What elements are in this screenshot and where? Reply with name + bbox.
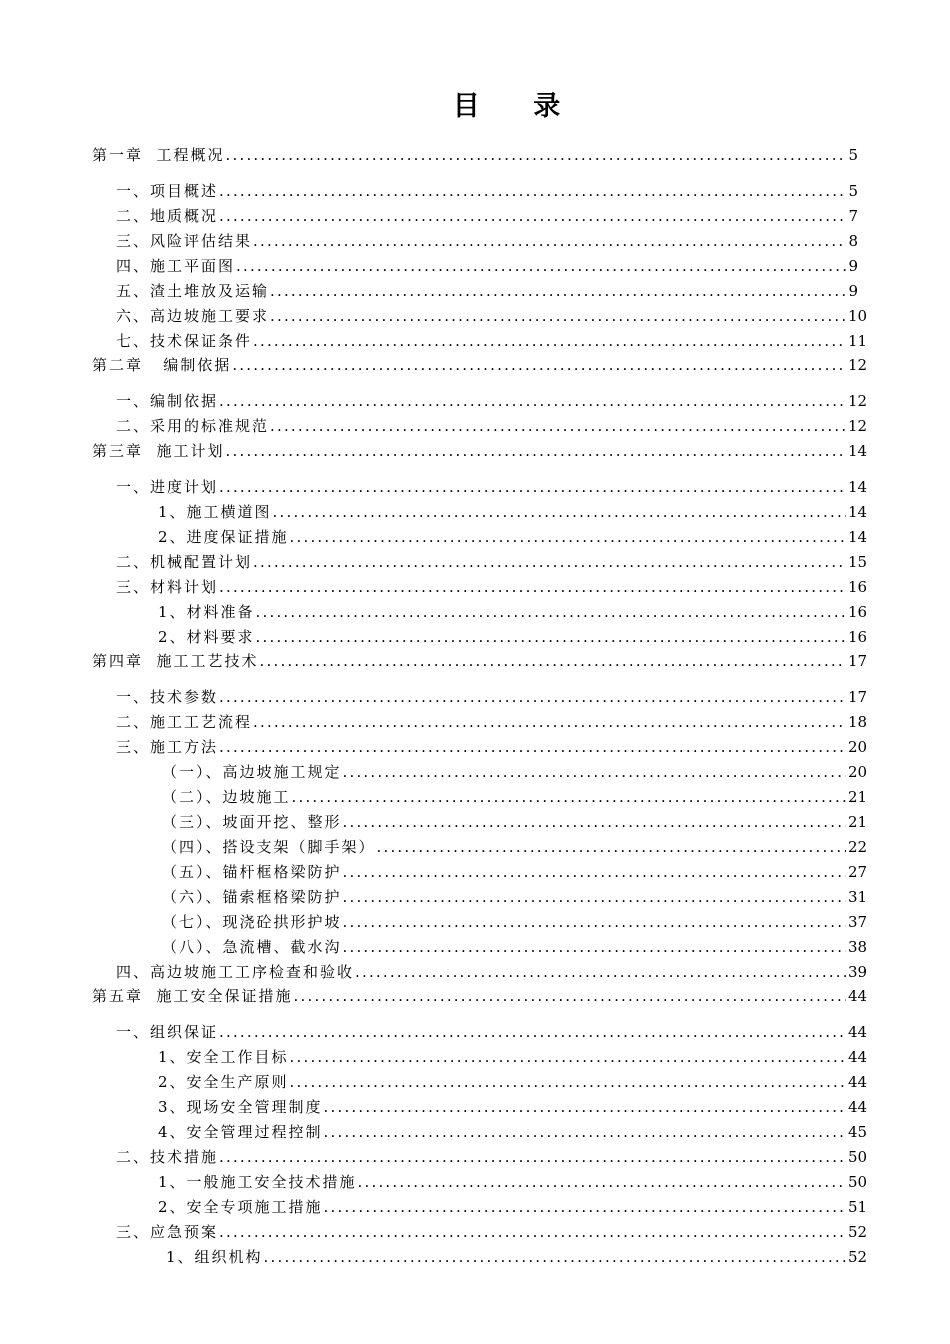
toc-dot-leader — [290, 526, 846, 548]
toc-entry-title: 第一章 工程概况 — [92, 146, 225, 164]
toc-page-number: 44 — [848, 1023, 868, 1041]
toc-dot-leader — [264, 1246, 846, 1268]
toc-entry-title: 第二章 编制依据 — [92, 356, 232, 374]
toc-entry-paren[interactable] — [0, 886, 950, 908]
toc-page-number: 9 — [848, 257, 858, 275]
toc-page-number: 14 — [848, 503, 868, 521]
toc-page-number: 44 — [848, 1073, 868, 1091]
toc-entry-title: 2、进度保证措施 — [158, 528, 289, 546]
toc-entry-section[interactable] — [0, 330, 950, 352]
toc-entry-section[interactable] — [0, 711, 950, 733]
toc-entry-section[interactable] — [0, 1146, 950, 1168]
toc-dot-leader — [270, 305, 846, 327]
toc-entry-line — [116, 1221, 868, 1243]
toc-entry-title: 2、材料要求 — [158, 628, 255, 646]
toc-dot-leader — [343, 911, 846, 933]
toc-entry-section[interactable] — [0, 1221, 950, 1243]
toc-dot-leader — [219, 1146, 846, 1168]
toc-entry-line — [116, 280, 858, 302]
toc-dot-leader — [253, 330, 846, 352]
toc-entry-line — [158, 1046, 868, 1068]
toc-page-number: 12 — [848, 392, 868, 410]
toc-dot-leader — [343, 936, 846, 958]
toc-page-number: 22 — [848, 838, 868, 856]
toc-page-number: 15 — [848, 553, 868, 571]
toc-entry-chapter[interactable] — [0, 354, 950, 376]
toc-dot-leader — [219, 205, 846, 227]
toc-entry-paren[interactable] — [0, 936, 950, 958]
toc-entry-title: 1、施工横道图 — [158, 503, 272, 521]
toc-dot-leader — [226, 440, 846, 462]
toc-entry-line — [162, 786, 868, 808]
toc-page-number: 5 — [848, 182, 858, 200]
toc-page-number: 44 — [848, 1048, 868, 1066]
toc-entry-sub[interactable] — [0, 1196, 950, 1218]
toc-dot-leader — [343, 886, 846, 908]
toc-dot-leader — [270, 280, 846, 302]
toc-dot-leader — [219, 476, 846, 498]
toc-entry-title: 第四章 施工工艺技术 — [92, 652, 259, 670]
toc-entry-paren[interactable] — [0, 836, 950, 858]
toc-entry-line — [116, 230, 858, 252]
toc-entry-title: 第三章 施工计划 — [92, 442, 225, 460]
toc-page-number: 16 — [848, 578, 868, 596]
toc-page-number: 17 — [848, 652, 868, 670]
toc-entry-line — [92, 650, 868, 672]
toc-entry-title: 三、施工方法 — [116, 738, 219, 756]
toc-page-number: 8 — [848, 232, 858, 250]
toc-entry-title: 六、高边坡施工要求 — [116, 307, 270, 325]
toc-entry-section[interactable] — [0, 1021, 950, 1043]
toc-entry-line — [92, 144, 858, 166]
toc-entry-sub[interactable] — [0, 601, 950, 623]
toc-entry-title: 四、高边坡施工工序检查和验收 — [116, 963, 355, 981]
toc-page-number: 21 — [848, 813, 868, 831]
toc-entry-line — [116, 736, 868, 758]
toc-page-number: 52 — [848, 1223, 868, 1241]
toc-entry-title: 二、技术措施 — [116, 1148, 219, 1166]
toc-page-number: 31 — [848, 888, 868, 906]
toc-dot-leader — [355, 961, 846, 983]
toc-dot-leader — [343, 861, 846, 883]
toc-entry-paren[interactable] — [0, 761, 950, 783]
toc-entry-line — [162, 936, 868, 958]
toc-page-number: 44 — [848, 987, 868, 1005]
toc-entry-chapter[interactable] — [0, 650, 950, 672]
toc-dot-leader — [343, 811, 846, 833]
toc-entry-paren[interactable] — [0, 861, 950, 883]
toc-entry-title: 一、技术参数 — [116, 688, 219, 706]
toc-entry-title: 1、组织机构 — [166, 1248, 263, 1266]
toc-page-number: 52 — [848, 1248, 868, 1266]
toc-entry-line — [166, 1246, 868, 1268]
toc-entry-line — [162, 811, 868, 833]
toc-entry-section[interactable] — [0, 180, 950, 202]
toc-dot-leader — [219, 180, 846, 202]
toc-page-number: 10 — [848, 307, 868, 325]
toc-page-number: 50 — [848, 1173, 868, 1191]
toc-entry-line — [162, 761, 868, 783]
toc-page-number: 16 — [848, 603, 868, 621]
toc-entry-sub[interactable] — [0, 1071, 950, 1093]
toc-entry-section[interactable] — [0, 686, 950, 708]
toc-dot-leader — [260, 650, 846, 672]
toc-entry-line — [116, 961, 868, 983]
toc-page-number: 39 — [848, 963, 868, 981]
toc-page-number: 7 — [848, 207, 858, 225]
toc-entry-line — [92, 354, 868, 376]
toc-entry-sub2[interactable] — [0, 1246, 950, 1268]
toc-entry-title: （二）、边坡施工 — [162, 788, 291, 806]
toc-entry-line — [162, 886, 868, 908]
toc-entry-title: 2、安全专项施工措施 — [158, 1198, 323, 1216]
toc-dot-leader — [324, 1121, 846, 1143]
toc-entry-title: 一、组织保证 — [116, 1023, 219, 1041]
toc-entry-section[interactable] — [0, 305, 950, 327]
toc-page-number: 17 — [848, 688, 868, 706]
toc-dot-leader — [253, 551, 846, 573]
toc-page-number: 11 — [848, 332, 868, 350]
toc-dot-leader — [290, 1046, 846, 1068]
toc-entry-line — [116, 205, 858, 227]
toc-entry-section[interactable] — [0, 961, 950, 983]
toc-entry-title: 四、施工平面图 — [116, 257, 236, 275]
toc-entry-section[interactable] — [0, 576, 950, 598]
toc-page-number: 9 — [848, 282, 858, 300]
toc-entry-line — [162, 836, 868, 858]
toc-entry-section[interactable] — [0, 476, 950, 498]
toc-entry-line — [158, 601, 868, 623]
toc-entry-section[interactable] — [0, 255, 950, 277]
toc-entry-title: 三、材料计划 — [116, 578, 219, 596]
toc-entry-line — [158, 1121, 868, 1143]
toc-entry-line — [92, 440, 868, 462]
toc-entry-line — [158, 1096, 868, 1118]
toc-dot-leader — [324, 1196, 846, 1218]
toc-entry-section[interactable] — [0, 205, 950, 227]
toc-entry-section[interactable] — [0, 230, 950, 252]
toc-entry-line — [158, 526, 868, 548]
toc-entry-section[interactable] — [0, 390, 950, 412]
toc-page-number: 12 — [848, 417, 868, 435]
toc-page-number: 27 — [848, 863, 868, 881]
toc-entry-sub[interactable] — [0, 626, 950, 648]
toc-dot-leader — [273, 501, 846, 523]
toc-entry-paren[interactable] — [0, 786, 950, 808]
toc-dot-leader — [226, 144, 846, 166]
toc-dot-leader — [219, 686, 846, 708]
toc-dot-leader — [219, 1221, 846, 1243]
toc-entry-line — [116, 390, 868, 412]
toc-entry-sub[interactable] — [0, 1046, 950, 1068]
toc-dot-leader — [253, 711, 846, 733]
toc-entry-section[interactable] — [0, 415, 950, 437]
toc-dot-leader — [253, 230, 846, 252]
toc-entry-sub[interactable] — [0, 1171, 950, 1193]
toc-dot-leader — [270, 415, 846, 437]
toc-dot-leader — [219, 1021, 846, 1043]
toc-entry-line — [116, 686, 868, 708]
toc-entry-section[interactable] — [0, 551, 950, 573]
toc-entry-sub[interactable] — [0, 1121, 950, 1143]
toc-entry-line — [116, 330, 868, 352]
toc-entry-sub[interactable] — [0, 1096, 950, 1118]
toc-dot-leader — [358, 1171, 846, 1193]
toc-entry-title: 二、采用的标准规范 — [116, 417, 270, 435]
toc-dot-leader — [290, 1071, 846, 1093]
toc-entry-chapter[interactable] — [0, 985, 950, 1007]
toc-entry-title: （七）、现浇砼拱形护坡 — [162, 913, 342, 931]
toc-dot-leader — [236, 255, 846, 277]
toc-entry-line — [158, 1071, 868, 1093]
toc-page-number: 14 — [848, 528, 868, 546]
toc-title: 目 录 — [452, 91, 583, 122]
toc-page-number: 50 — [848, 1148, 868, 1166]
toc-page-number: 45 — [848, 1123, 868, 1141]
toc-entry-chapter[interactable] — [0, 144, 950, 166]
toc-entry-title: （一）、高边坡施工规定 — [162, 763, 342, 781]
toc-dot-leader — [294, 985, 846, 1007]
toc-page-number: 16 — [848, 628, 868, 646]
toc-page-number: 18 — [848, 713, 868, 731]
toc-entry-line — [116, 415, 868, 437]
toc-page-number: 12 — [848, 356, 868, 374]
toc-entry-line — [116, 576, 868, 598]
toc-dot-leader — [377, 836, 846, 858]
toc-page-number: 14 — [848, 442, 868, 460]
toc-dot-leader — [219, 736, 846, 758]
toc-page-number: 20 — [848, 763, 868, 781]
toc-entry-title: （五）、锚杆框格梁防护 — [162, 863, 342, 881]
toc-entry-title: 2、安全生产原则 — [158, 1073, 289, 1091]
toc-entry-line — [158, 501, 868, 523]
toc-entry-sub[interactable] — [0, 501, 950, 523]
toc-entry-line — [116, 1146, 868, 1168]
toc-dot-leader — [219, 576, 846, 598]
toc-page-number: 38 — [848, 938, 868, 956]
toc-entry-line — [116, 476, 868, 498]
toc-entry-title: 4、安全管理过程控制 — [158, 1123, 323, 1141]
toc-entry-section[interactable] — [0, 280, 950, 302]
toc-entry-title: 五、渣土堆放及运输 — [116, 282, 270, 300]
toc-entry-line — [116, 305, 868, 327]
toc-entry-title: （三）、坡面开挖、整形 — [162, 813, 342, 831]
toc-page-number: 14 — [848, 478, 868, 496]
toc-entry-title: （六）、锚索框格梁防护 — [162, 888, 342, 906]
toc-dot-leader — [219, 390, 846, 412]
toc-page-number: 37 — [848, 913, 868, 931]
toc-dot-leader — [324, 1096, 846, 1118]
toc-dot-leader — [292, 786, 846, 808]
toc-entry-title: （八）、急流槽、截水沟 — [162, 938, 342, 956]
toc-page-number: 5 — [848, 146, 858, 164]
toc-entry-title: （四）、搭设支架（脚手架） — [162, 838, 376, 856]
toc-entry-title: 1、材料准备 — [158, 603, 255, 621]
toc-entry-line — [162, 861, 868, 883]
toc-entry-title: 三、应急预案 — [116, 1223, 219, 1241]
toc-entry-title: 一、编制依据 — [116, 392, 219, 410]
toc-entry-line — [116, 1021, 868, 1043]
toc-entry-title: 3、现场安全管理制度 — [158, 1098, 323, 1116]
toc-entry-line — [116, 711, 868, 733]
toc-entry-section[interactable] — [0, 736, 950, 758]
toc-entry-line — [158, 1171, 868, 1193]
toc-dot-leader — [256, 626, 846, 648]
toc-entry-sub[interactable] — [0, 526, 950, 548]
toc-entry-paren[interactable] — [0, 911, 950, 933]
toc-entry-title: 1、安全工作目标 — [158, 1048, 289, 1066]
toc-entry-title: 七、技术保证条件 — [116, 332, 253, 350]
toc-entry-line — [162, 911, 868, 933]
toc-entry-line — [92, 985, 868, 1007]
toc-entry-line — [116, 551, 868, 573]
toc-page-number: 21 — [848, 788, 868, 806]
toc-page-number: 44 — [848, 1098, 868, 1116]
toc-dot-leader — [343, 761, 846, 783]
toc-page-number: 20 — [848, 738, 868, 756]
toc-entry-line — [158, 626, 868, 648]
toc-entry-title: 二、地质概况 — [116, 207, 219, 225]
toc-entry-chapter[interactable] — [0, 440, 950, 462]
toc-entry-title: 第五章 施工安全保证措施 — [92, 987, 293, 1005]
toc-entry-title: 一、进度计划 — [116, 478, 219, 496]
toc-entry-title: 一、项目概述 — [116, 182, 219, 200]
toc-dot-leader — [256, 601, 846, 623]
toc-page-number: 51 — [848, 1198, 868, 1216]
toc-entry-line — [116, 255, 858, 277]
toc-entry-title: 二、机械配置计划 — [116, 553, 253, 571]
toc-entry-title: 二、施工工艺流程 — [116, 713, 253, 731]
toc-entry-title: 三、风险评估结果 — [116, 232, 253, 250]
toc-entry-title: 1、一般施工安全技术措施 — [158, 1173, 357, 1191]
toc-entry-line — [158, 1196, 868, 1218]
toc-entry-line — [116, 180, 858, 202]
toc-dot-leader — [232, 354, 846, 376]
toc-entry-paren[interactable] — [0, 811, 950, 833]
